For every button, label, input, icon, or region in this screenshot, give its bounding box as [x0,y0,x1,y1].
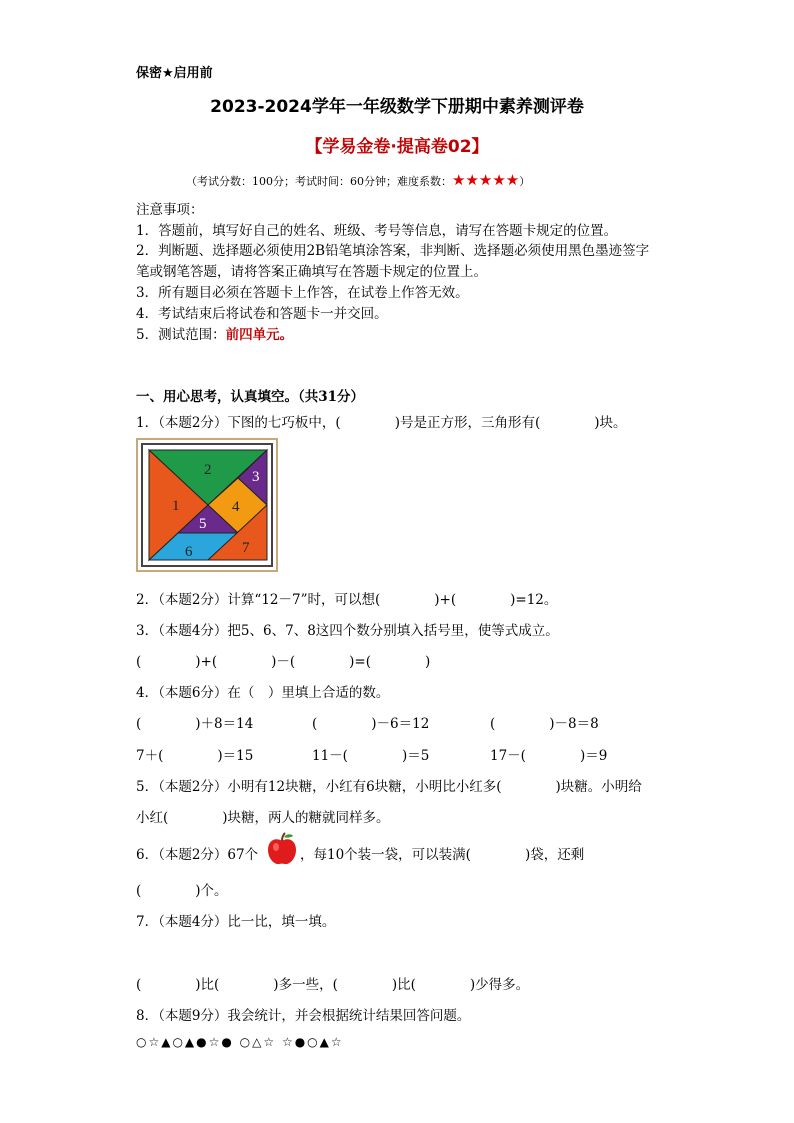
note-item: 3．所有题目必须在答题卡上作答，在试卷上作答无效。 [136,285,469,301]
tangram-label-2: 2 [204,462,212,478]
note-item: 1．答题前，填写好自己的姓名、班级、考号等信息，请写在答题卡规定的位置。 [136,223,618,239]
question-6-line-2: ( )个。 [136,883,228,899]
exam-info-close: ） [519,175,531,188]
note-scope-value: 前四单元。 [225,327,294,343]
exam-info-text: （考试分数：100分；考试时间：60分钟；难度系数： [186,175,452,188]
question-8-shapes: ○☆▲○▲●☆● ○△☆ ☆●○▲☆ [136,1035,344,1049]
apple-icon [266,832,298,866]
note-item: 2．判断题、选择题必须使用2B铅笔填涂答案，非判断、选择题必须使用黑色墨迹签字 [136,243,650,259]
question-2: 2．（本题2分）计算“12－7”时，可以想( )+( )=12。 [136,592,558,608]
question-4-item: 7＋( )＝15 [136,748,254,764]
question-8: 8．（本题9分）我会统计，并会根据统计结果回答问题。 [136,1008,471,1024]
question-4: 4．（本题6分）在（ ）里填上合适的数。 [136,685,390,701]
tangram-label-7: 7 [242,540,250,556]
question-3-equation: ( )+( )－( )=( ) [136,654,431,670]
question-4-item: ( )－6＝12 [312,716,430,732]
tangram-figure [136,438,278,572]
tangram-label-6: 6 [185,544,193,560]
question-4-item: 17－( )＝9 [490,748,608,764]
question-4-item: ( )＋8＝14 [136,716,254,732]
exam-subtitle: 【学易金卷·提高卷02】 [305,137,489,157]
notes-title: 注意事项： [136,202,204,218]
note-scope [136,323,293,343]
tangram-label-5: 5 [199,516,207,532]
question-6-part-b: ，每10个装一袋，可以装满( )袋，还剩 [300,847,585,863]
confidential-mark: 保密★启用前 [136,66,213,81]
tangram-label-3: 3 [252,469,260,485]
note-scope-label: 5．测试范围： [136,327,226,343]
question-5: 5．（本题2分）小明有12块糖，小红有6块糖，小明比小红多( )块糖。小明给 [136,779,642,795]
tangram-label-1: 1 [172,498,180,514]
exam-title: 2023-2024学年一年级数学下册期中素养测评卷 [210,97,584,117]
question-4-item: 11－( )＝5 [312,748,430,764]
note-item: 笔或钢笔答题，请将答案正确填写在答题卡规定的位置上。 [136,264,487,280]
question-5-line-2: 小红( )块糖，两人的糖就同样多。 [136,810,390,826]
section-title: 一、用心思考，认真填空。（共31分） [136,389,365,405]
exam-info [186,171,530,189]
note-item: 4．考试结束后将试卷和答题卡一并交回。 [136,306,388,322]
question-4-item: ( )－8＝8 [490,716,599,732]
tangram-label-4: 4 [232,499,240,515]
question-3: 3．（本题4分）把5、6、7、8这四个数分别填入括号里，使等式成立。 [136,623,559,639]
question-1: 1．（本题2分）下图的七巧板中，( )号是正方形，三角形有( )块。 [136,415,627,431]
question-6-part-a: 6．（本题2分）67个 [136,847,259,863]
difficulty-stars: ★★★★★ [452,171,520,189]
question-7-line-2: ( )比( )多一些，( )比( )少得多。 [136,977,530,993]
question-7: 7．（本题4分）比一比，填一填。 [136,914,336,930]
